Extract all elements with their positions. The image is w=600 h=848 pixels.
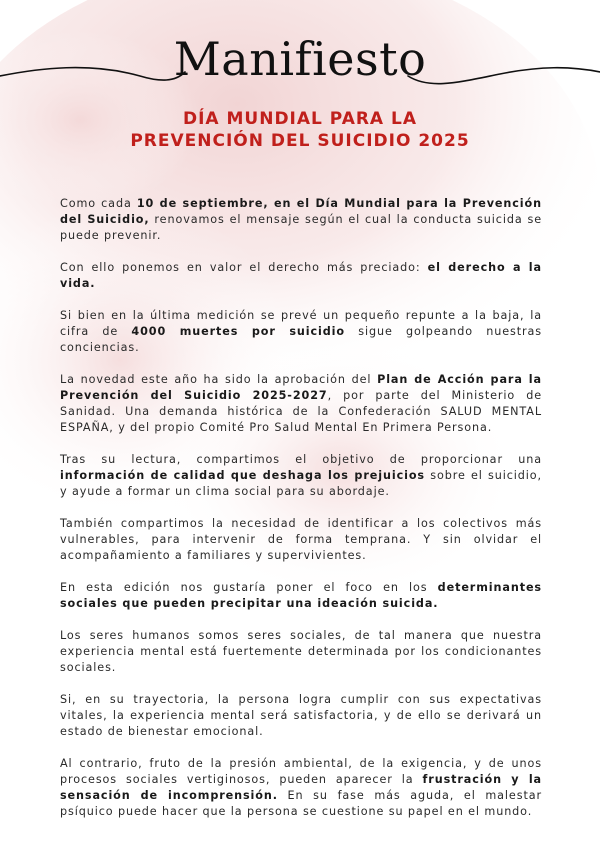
emphasis-text: 4000 muertes por suicidio	[131, 325, 346, 338]
title-block	[0, 20, 600, 100]
page-subtitle	[0, 108, 600, 152]
body-paragraph: También compartimos la necesidad de identificar a los colectivos más vulnerables, para intervenir de forma temprana. Y sin olvidar el acompañamiento a familiares y supervivientes.	[60, 517, 542, 562]
subtitle-line-1: DÍA MUNDIAL PARA LA	[182, 109, 417, 129]
body-paragraph: Si bien en la última medición se prevé un pequeño repunte a la baja, la cifra de 4000 muertes por suicidio sigue golpeando nuestras conciencias.	[60, 309, 542, 354]
body-paragraph: Con ello ponemos en valor el derecho más preciado: el derecho a la vida.	[60, 261, 542, 290]
subtitle-line-2: PREVENCIÓN DEL SUICIDIO 2025	[130, 131, 470, 151]
manifesto-body	[60, 196, 542, 836]
emphasis-text: Plan de Acción para la Prevención del Suicidio 2025-2027	[60, 373, 542, 402]
emphasis-text: información de calidad que deshaga los prejuicios	[60, 469, 425, 482]
emphasis-text: frustración y la sensación de incomprensión.	[60, 773, 542, 802]
body-paragraph: En esta edición nos gustaría poner el foco en los determinantes sociales que pueden precipitar una ideación suicida.	[60, 581, 542, 610]
body-paragraph: Si, en su trayectoria, la persona logra cumplir con sus expectativas vitales, la experiencia mental será satisfactoria, y de ello se derivará un estado de bienestar emocional.	[60, 693, 542, 738]
emphasis-text: determinantes sociales que pueden precipitar una ideación suicida.	[60, 581, 542, 610]
page-title: Manifiesto	[173, 32, 427, 86]
emphasis-text: 10 de septiembre, en el Día Mundial para la Prevención del Suicidio,	[60, 197, 542, 226]
body-paragraph: Como cada 10 de septiembre, en el Día Mundial para la Prevención del Suicidio, renovamos el mensaje según el cual la conducta suicida se puede prevenir.	[60, 197, 542, 242]
body-paragraph: Tras su lectura, compartimos el objetivo de proporcionar una información de calidad que deshaga los prejuicios sobre el suicidio, y ayude a formar un clima social para su abordaje.	[60, 453, 542, 498]
body-paragraph: Los seres humanos somos seres sociales, de tal manera que nuestra experiencia mental está fuertemente determinada por los condicionantes sociales.	[60, 629, 542, 674]
emphasis-text: el derecho a la vida.	[60, 261, 542, 290]
body-paragraph: Al contrario, fruto de la presión ambiental, de la exigencia, y de unos procesos sociales vertiginosos, pueden aparecer la frustración y la sensación de incomprensión. En su fase más aguda, el malestar psíquico puede hacer que la persona se cuestione su papel en el mundo.	[60, 757, 542, 818]
body-paragraph: La novedad este año ha sido la aprobación del Plan de Acción para la Prevención del Suicidio 2025-2027, por parte del Ministerio de Sanidad. Una demanda histórica de la Confederación SALUD MENTAL ESPAÑA, y del propio Comité Pro Salud Mental En Primera Persona.	[60, 373, 542, 434]
